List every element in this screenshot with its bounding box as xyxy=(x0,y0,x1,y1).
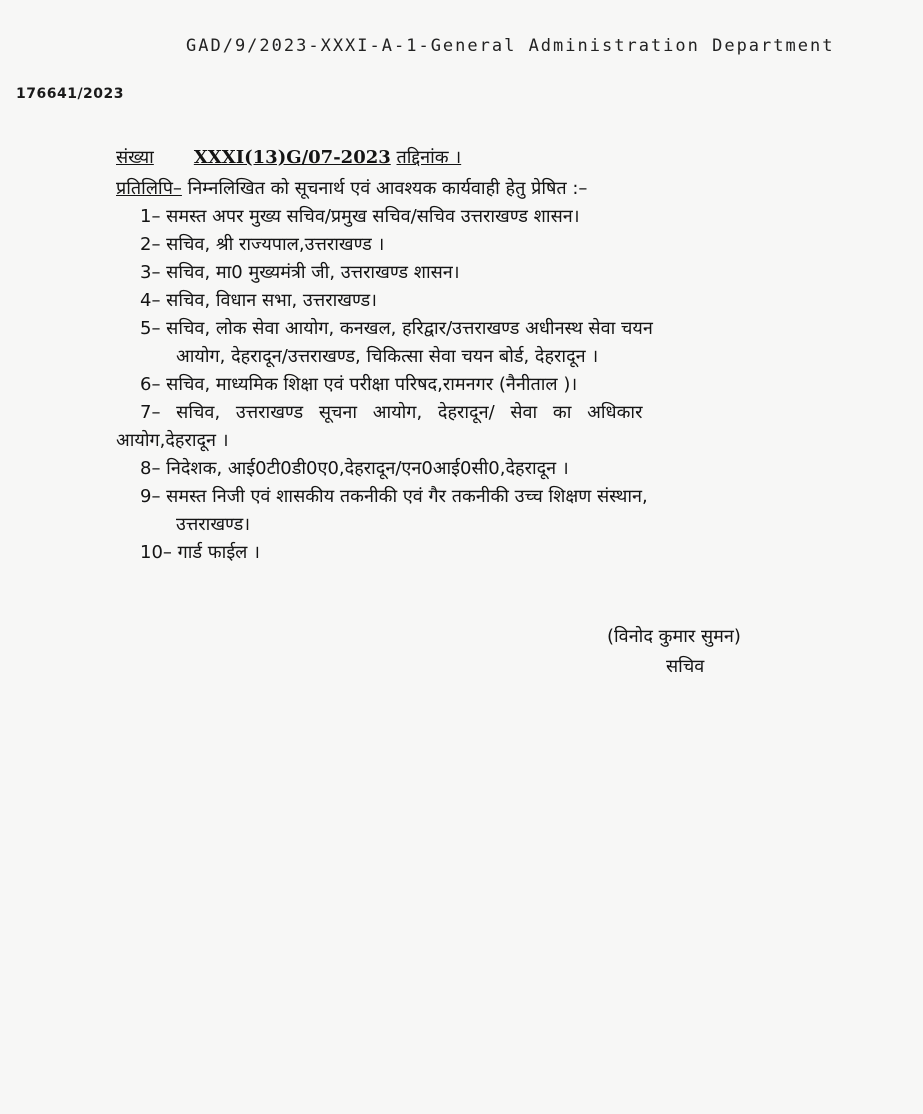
recipient-item: 9– समस्त निजी एवं शासकीय तकनीकी एवं गैर तकनीकी उच्च शिक्षण संस्थान, xyxy=(140,486,648,507)
recipient-item: 8– निदेशक, आई0टी0डी0ए0,देहरादून/एन0आई0सी0,देहरादून । xyxy=(140,458,569,479)
reference-number: 176641/2023 xyxy=(16,86,125,102)
recipient-item: 6– सचिव, माध्यमिक शिक्षा एवं परीक्षा परिषद,रामनगर (नैनीताल )। xyxy=(140,374,578,395)
signatory-designation: सचिव xyxy=(666,656,705,677)
subject-suffix: तद्दिनांक । xyxy=(396,147,462,168)
copy-line xyxy=(116,176,587,200)
recipient-item: 1– समस्त अपर मुख्य सचिव/प्रमुख सचिव/सचिव उत्तराखण्ड शासन। xyxy=(140,206,580,227)
recipient-item: 2– सचिव, श्री राज्यपाल,उत्तराखण्ड । xyxy=(140,234,385,255)
recipient-item: 7– सचिव, उत्तराखण्ड सूचना आयोग, देहरादून/ सेवा का अधिकार xyxy=(140,402,643,423)
recipient-item-continued: आयोग,देहरादून । xyxy=(116,430,229,451)
recipient-item: 4– सचिव, विधान सभा, उत्तराखण्ड। xyxy=(140,290,377,311)
subject-label: संख्या xyxy=(116,147,154,168)
recipient-item-continued: आयोग, देहरादून/उत्तराखण्ड, चिकित्सा सेवा चयन बोर्ड, देहरादून । xyxy=(176,346,599,367)
copy-text: निम्नलिखित को सूचनार्थ एवं आवश्यक कार्यवाही हेतु प्रेषित :– xyxy=(187,178,588,199)
copy-label: प्रतिलिपि– xyxy=(116,178,182,199)
recipient-item: 5– सचिव, लोक सेवा आयोग, कनखल, हरिद्वार/उत्तराखण्ड अधीनस्थ सेवा चयन xyxy=(140,318,653,339)
recipient-item-continued: उत्तराखण्ड। xyxy=(176,514,251,535)
recipient-item: 10– गार्ड फाईल । xyxy=(140,542,260,563)
signatory-name: (विनोद कुमार सुमन) xyxy=(607,626,741,647)
subject-line xyxy=(116,145,461,169)
letter-number: XXXI(13)G/07-2023 xyxy=(193,147,391,168)
department-header: GAD/9/2023-XXXI-A-1-General Administration Department xyxy=(186,36,835,56)
recipient-item: 3– सचिव, मा0 मुख्यमंत्री जी, उत्तराखण्ड शासन। xyxy=(140,262,460,283)
